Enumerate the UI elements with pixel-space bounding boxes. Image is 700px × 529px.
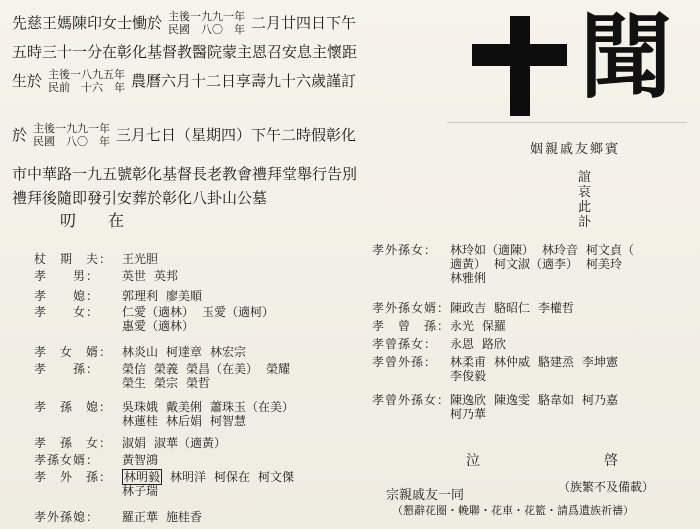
relation-label: 孝 女：	[34, 305, 100, 319]
person-name: 林玲如（適陳）	[450, 243, 535, 257]
text-fragment: 市中華路一九五號彰化基督長老教會禮拜堂舉行告別	[12, 164, 358, 183]
person-name: 柯智慧	[210, 414, 247, 428]
text-fragment: 五時三十一分在彰化基督教醫院蒙主恩召安息主懷距	[12, 42, 358, 61]
address-line: 姻親戚友鄉賓	[530, 142, 621, 157]
family-entry	[372, 319, 522, 333]
person-name: 英邦	[154, 269, 179, 283]
relation-names	[122, 362, 306, 390]
closing-note: （族繁不及備載）	[558, 480, 655, 494]
person-name: 玉愛（適柯）	[202, 305, 275, 319]
closing-friends: 宗親戚友一同	[386, 488, 465, 503]
person-name: 英世	[122, 269, 147, 283]
relation-names	[122, 436, 242, 450]
person-name: 戴美俐	[166, 400, 203, 414]
name-row	[122, 510, 210, 524]
person-name: 林柔甫	[450, 355, 487, 369]
person-name: 榮哲	[186, 376, 211, 390]
relation-names	[122, 305, 290, 333]
name-row	[122, 453, 166, 467]
name-row	[450, 369, 626, 383]
relation-names	[122, 470, 310, 498]
name-row	[122, 470, 302, 484]
relation-label: 孝外孫媳：	[34, 510, 100, 524]
family-entry	[34, 362, 306, 390]
relation-label: 孝 女 婿：	[34, 345, 113, 359]
family-entry	[34, 269, 194, 283]
date-block	[33, 122, 110, 148]
obituary-line-1	[12, 10, 356, 36]
family-entry	[34, 345, 262, 359]
family-entry	[372, 337, 522, 351]
relation-label: 孝 外 孫：	[34, 470, 113, 484]
relation-label: 孝 曾 孫：	[372, 319, 451, 333]
date-era-roc: 民前 十六 年	[48, 81, 126, 94]
person-name: 淑華（適黃）	[154, 436, 227, 450]
relation-names	[450, 319, 522, 333]
name-row	[122, 305, 282, 319]
closing-announce: 啓	[604, 453, 618, 469]
family-entry	[34, 436, 242, 450]
person-name: 林宏宗	[210, 345, 247, 359]
relation-names	[122, 289, 218, 303]
family-entry	[34, 305, 290, 333]
date-block	[48, 68, 125, 94]
person-name: 廖美順	[166, 289, 203, 303]
name-row	[450, 271, 642, 285]
text-fragment: 於	[12, 125, 28, 144]
family-entry	[372, 243, 650, 285]
text-fragment: 禮拜後隨即發引安葬於彰化八卦山公墓	[12, 188, 268, 207]
date-block	[168, 10, 245, 36]
name-row	[122, 376, 298, 390]
obituary-line-4	[12, 122, 356, 148]
relation-names	[122, 269, 194, 283]
header-title: 聞	[580, 3, 673, 111]
person-name: 黃智鴻	[122, 453, 159, 467]
family-entry	[372, 301, 590, 315]
person-name: 李權哲	[538, 301, 575, 315]
family-entry	[34, 510, 218, 524]
relation-names	[122, 510, 218, 524]
obituary-line-3	[12, 68, 356, 94]
relation-label: 孝 孫 媳：	[34, 400, 113, 414]
person-name: 柯美玲	[586, 257, 623, 271]
name-row	[122, 362, 298, 376]
person-name: 駱建烝	[538, 355, 575, 369]
text-fragment: 農曆六月十二日享壽九十六歲謹訂	[131, 71, 357, 90]
relation-label: 杖 期 夫：	[34, 252, 113, 266]
obituary-line-2	[12, 42, 357, 62]
text-fragment: 先慈王媽陳印女士慟於	[12, 13, 163, 32]
date-era-christian: 主後一九九一年	[168, 10, 246, 23]
person-name: 陳政吉	[450, 301, 487, 315]
text-fragment: 二月廿四日下午	[251, 13, 357, 32]
date-era-roc: 民國 八〇 年	[168, 23, 246, 36]
name-row	[122, 345, 254, 359]
family-entry	[372, 355, 634, 383]
text-fragment: 三月七日（星期四）下午二時假彰化	[116, 125, 357, 144]
person-name: 郭理利	[122, 289, 159, 303]
person-name: 王光胆	[122, 252, 159, 266]
name-row	[450, 393, 626, 407]
relation-label: 孝外孫女：	[372, 243, 438, 257]
person-name: 保羅	[482, 319, 507, 333]
person-name: 林子瑞	[122, 484, 159, 498]
person-name: 榮昌（在美）	[186, 362, 259, 376]
person-name: 林后娟	[166, 414, 203, 428]
person-name: 永光	[450, 319, 475, 333]
person-name: 林明洋	[170, 470, 207, 484]
cross-icon	[472, 16, 567, 116]
name-row	[450, 243, 642, 257]
person-name: 蕭珠玉（在美）	[210, 400, 295, 414]
person-name: 永恩	[450, 337, 475, 351]
person-name: 李坤憲	[582, 355, 619, 369]
person-name: 駱韋如	[538, 393, 575, 407]
date-era-christian: 主後一八九五年	[48, 68, 126, 81]
relation-names	[450, 355, 634, 383]
relation-names	[122, 345, 262, 359]
name-row	[450, 355, 626, 369]
relation-names	[122, 252, 174, 266]
relation-names	[450, 301, 590, 315]
relation-names	[450, 337, 522, 351]
closing-request: （懇辭花圈・輓聯・花車・花籃・請爲遺族祈禱）	[392, 504, 634, 517]
person-name: 榮信	[122, 362, 147, 376]
person-name: 羅正華	[122, 510, 159, 524]
name-row	[450, 257, 642, 271]
person-name: 林蓮桂	[122, 414, 159, 428]
relation-label: 孝曾外孫：	[372, 355, 438, 369]
mourn-char: 叨	[60, 211, 81, 230]
person-name: 適黃）	[450, 257, 487, 271]
person-name: 柯文貞（	[586, 243, 635, 257]
family-entry	[34, 289, 218, 303]
name-row	[450, 301, 582, 315]
person-name: 吳珠娥	[122, 400, 159, 414]
relation-label: 孝外孫女婿：	[372, 301, 451, 315]
family-entry	[34, 252, 174, 266]
relation-label: 孝 媳：	[34, 289, 100, 303]
name-row	[122, 252, 166, 266]
person-name: 仁愛（適林）	[122, 305, 195, 319]
divider	[447, 122, 687, 123]
obituary-line-5	[12, 164, 357, 184]
name-row	[122, 289, 210, 303]
person-name: 駱昭仁	[494, 301, 531, 315]
relation-label: 孝 男：	[34, 269, 100, 283]
person-name: 林明毅	[124, 470, 161, 484]
person-name: 林雅俐	[450, 271, 487, 285]
person-name: 林炎山	[122, 345, 159, 359]
obituary-line-6	[12, 188, 267, 208]
person-name: 淑娟	[122, 436, 147, 450]
name-row	[122, 414, 302, 428]
person-name: 陳逸雯	[494, 393, 531, 407]
name-row	[122, 319, 282, 333]
relation-label: 孝曾外孫女：	[372, 393, 451, 407]
mourning-mark	[60, 208, 156, 231]
relation-label: 孝 孫：	[34, 362, 100, 376]
person-name: 柯文傑	[258, 470, 295, 484]
name-row	[122, 400, 302, 414]
date-era-roc: 民國 八〇 年	[33, 135, 111, 148]
family-entry	[34, 453, 174, 467]
date-era-christian: 主後一九九一年	[33, 122, 111, 135]
person-name: 柯文淑（適李）	[494, 257, 579, 271]
name-row	[122, 269, 186, 283]
person-name: 陳逸欣	[450, 393, 487, 407]
relation-label: 孝 孫 女：	[34, 436, 113, 450]
text-fragment: 生於	[12, 71, 43, 90]
relation-names	[450, 393, 634, 421]
person-name: 榮耀	[266, 362, 291, 376]
person-name: 林仲威	[494, 355, 531, 369]
person-name: 榮生	[122, 376, 147, 390]
name-row	[122, 484, 302, 498]
family-entry	[34, 400, 310, 428]
relation-label: 孝曾孫女：	[372, 337, 438, 351]
relation-names	[122, 453, 174, 467]
person-name: 施桂香	[166, 510, 203, 524]
person-name: 柯達章	[166, 345, 203, 359]
name-row	[450, 319, 514, 333]
family-entry	[34, 470, 310, 498]
name-row	[122, 436, 234, 450]
person-name: 路欣	[482, 337, 507, 351]
person-name: 榮宗	[154, 376, 179, 390]
closing-weep: 泣	[466, 453, 480, 469]
notify-text: 誼哀此訃	[578, 170, 592, 230]
mourn-char: 在	[108, 211, 129, 230]
relation-label: 孝孫女婿：	[34, 453, 100, 467]
person-name: 柯保在	[214, 470, 251, 484]
person-name: 李俊毅	[450, 369, 487, 383]
person-name: 柯乃華	[450, 407, 487, 421]
name-row	[450, 337, 514, 351]
relation-names	[450, 243, 650, 285]
person-name: 柯乃嘉	[582, 393, 619, 407]
name-row	[450, 407, 626, 421]
person-name: 榮義	[154, 362, 179, 376]
family-entry	[372, 393, 634, 421]
person-name: 惠愛（適林）	[122, 319, 195, 333]
person-name: 林玲音	[542, 243, 579, 257]
relation-names	[122, 400, 310, 428]
